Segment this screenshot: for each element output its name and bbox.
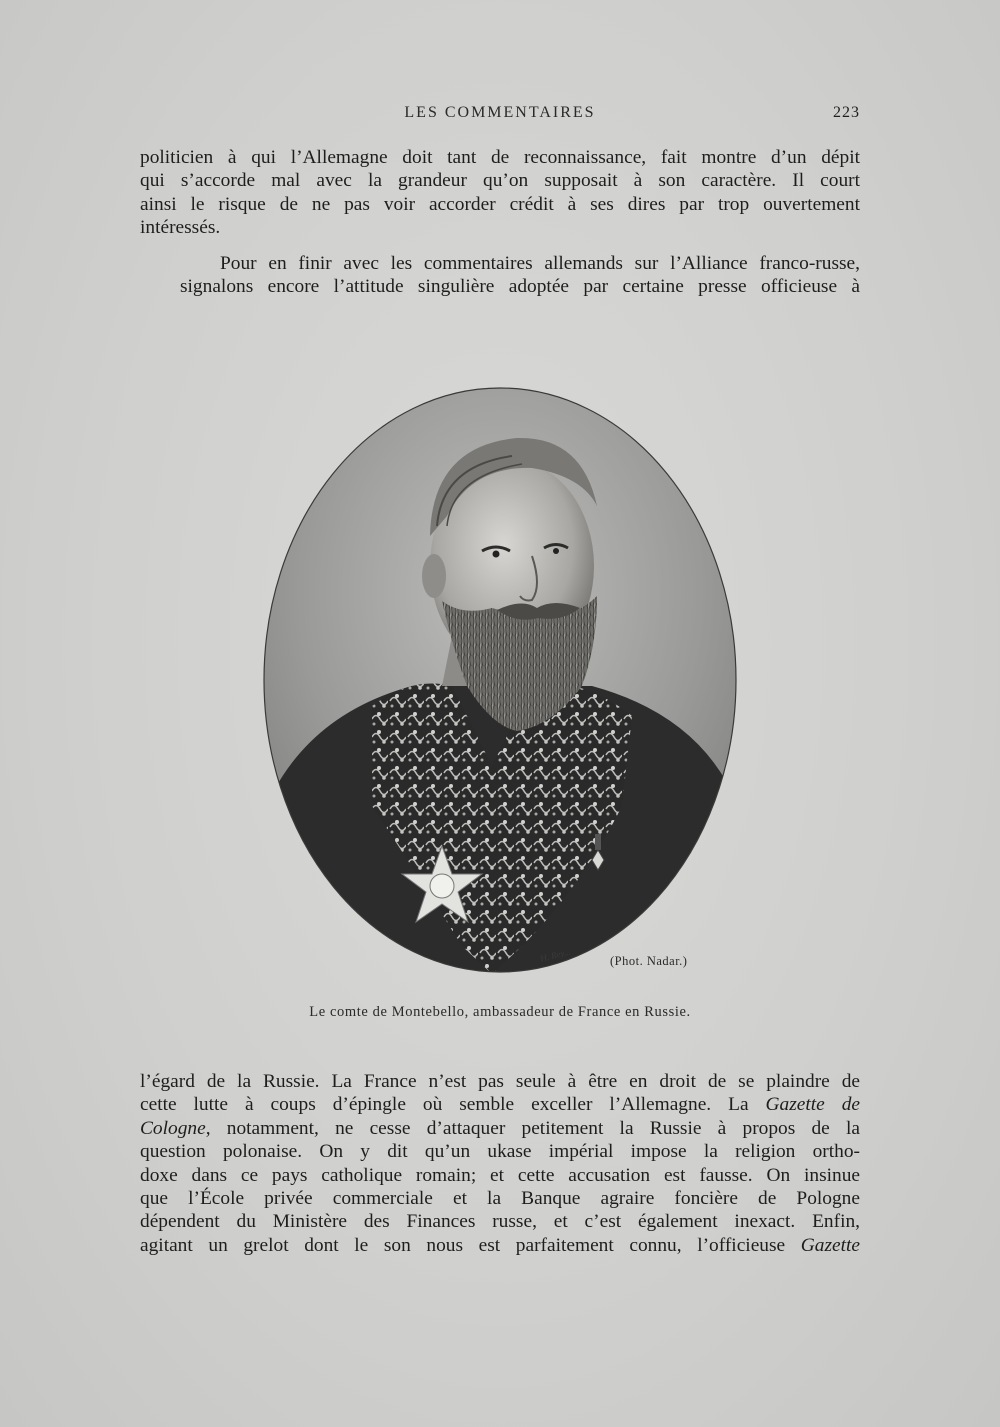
text-segment: , notamment, ne cesse d’attaquer petitement la Russie à propos de la xyxy=(205,1117,860,1139)
photo-credit: (Phot. Nadar.) xyxy=(610,954,688,968)
page-number: 223 xyxy=(833,104,860,121)
portrait-engraving xyxy=(262,386,738,974)
text-segment: agitant un grelot dont le son nous est parfaitement connu, l’officieuse xyxy=(140,1234,786,1256)
engraver-signature: H. Rey... xyxy=(539,946,572,964)
text-line: intéressés. xyxy=(140,217,221,239)
text-line: question polonaise. On y dit qu’un ukase impérial impose la religion ortho- xyxy=(140,1141,860,1163)
text-line: que l’École privée commerciale et la Banque agraire foncière de Pologne xyxy=(140,1188,860,1210)
text-line: Pour en finir avec les commentaires allemands sur l’Alliance franco-russe, xyxy=(220,252,860,274)
text-line: ainsi le risque de ne pas voir accorder crédit à ses dires par trop ouvertement xyxy=(140,193,860,215)
running-title: LES COMMENTAIRES xyxy=(404,104,596,121)
text-segment: cette lutte à coups d’épingle où semble exceller l’Allemagne. La xyxy=(140,1094,749,1116)
text-line: signalons encore l’attitude singulière adoptée par certaine presse officieuse à xyxy=(180,276,860,298)
text-line: qui s’accorde mal avec la grandeur qu’on supposait à son caractère. Il court xyxy=(140,170,860,192)
text-line xyxy=(140,1117,860,1140)
text-line: politicien à qui l’Allemagne doit tant de reconnaissance, fait montre d’un dépit xyxy=(140,147,860,168)
text-line: l’égard de la Russie. La France n’est pas seule à être en droit de se plaindre de xyxy=(140,1071,860,1092)
text-line: dépendent du Ministère des Finances russe, et c’est également inexact. Enfin, xyxy=(140,1211,860,1233)
page-header xyxy=(140,104,860,126)
italic-title: Cologne xyxy=(140,1117,206,1139)
text-line xyxy=(140,1234,860,1257)
figure-caption: Le comte de Montebello, ambassadeur de France en Russie. xyxy=(309,1004,691,1020)
text-line xyxy=(140,1093,860,1116)
top-text-block xyxy=(140,146,860,298)
paragraph-2 xyxy=(140,252,860,299)
italic-title: Gazette xyxy=(800,1234,860,1256)
text-line: doxe dans ce pays catholique romain; et cette accusation est fausse. On insinue xyxy=(140,1164,860,1186)
bottom-text-block xyxy=(140,1070,860,1257)
italic-title: Gazette de xyxy=(765,1094,860,1116)
paragraph-1 xyxy=(140,146,860,240)
